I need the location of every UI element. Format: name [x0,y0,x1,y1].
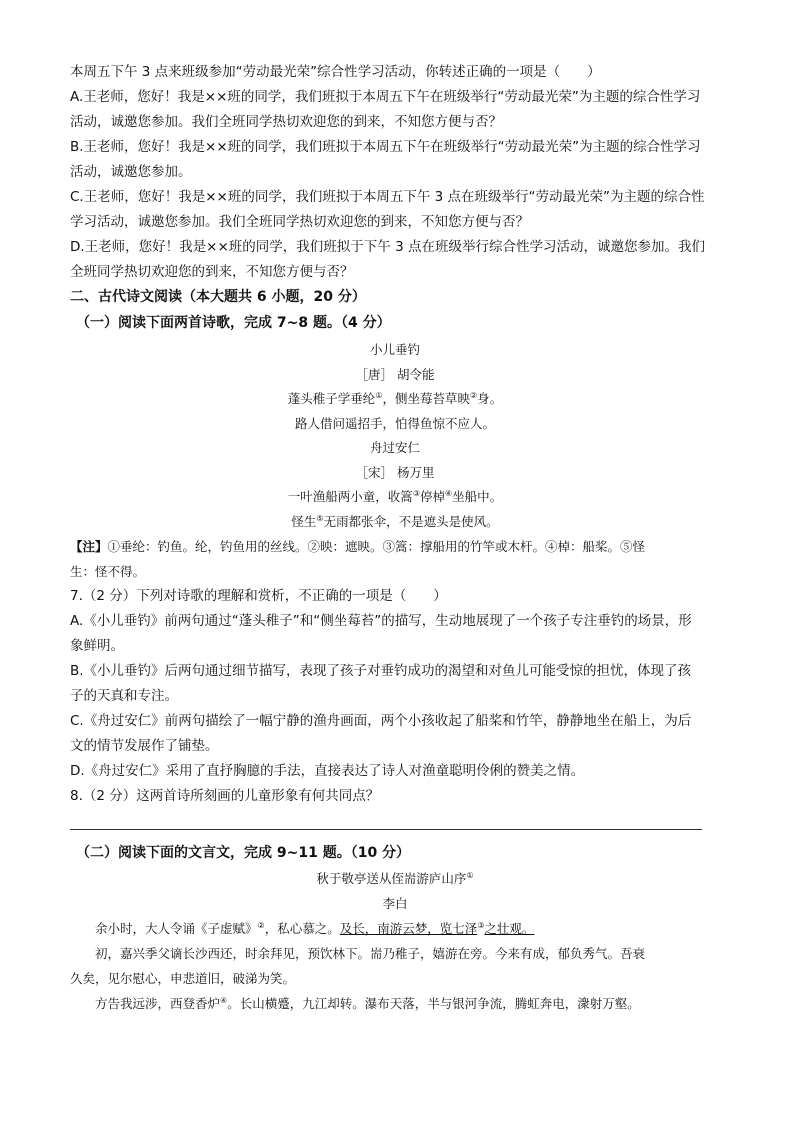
essay-footnote-marker-2: ② [257,920,265,930]
q6-option-b-line1: B.王老师，您好！我是××班的同学，我们班拟于本周五下午在班级举行“劳动最光荣”为主题的综合性学习 [70,139,701,155]
part-1-title: （一）阅读下面两首诗歌，完成 7~8 题。（4 分） [76,315,391,331]
notes-line-1 [70,534,720,559]
question-6 [70,60,720,285]
q6-option-c-line2: 学习活动，诚邀您参加。我们全班同学热切欢迎您的到来，不知您方便与否？ [70,214,529,230]
poem-2-line-1b: 停棹 [419,489,445,504]
q6-option-c-line1: C.王老师，您好！我是××班的同学，我们班拟于本周五下午 3 点在班级举行“劳动最光荣”为主题的综合性 [70,189,705,205]
q6-option-d-line2: 全班同学热切欢迎您的到来，不知您方便与否？ [70,264,354,280]
poem-1 [70,338,720,436]
essay-p3-text-a: 方告我远涉，西登香炉 [95,996,221,1011]
q7-option-d: D.《舟过安仁》采用了直抒胸臆的手法，直接表达了诗人对渔童聪明伶俐的赞美之情。 [70,763,585,779]
section-2-title: 二、古代诗文阅读（本大题共 6 小题，20 分） [70,289,366,305]
q6-stem: 本周五下午 3 点来班级参加“劳动最光荣”综合性学习活动，你转述正确的一项是（ ） [70,64,601,80]
poem-1-line-1b: ，侧坐莓苔草映 [382,391,470,406]
essay-p1-text-b: ，私心慕之。 [264,921,340,936]
footnote-marker-1: ① [375,390,383,400]
essay-p3-text-b: 。长山横蹙，九江却转。瀑布天落，半与银河争流，腾虹奔电，潨射万壑。 [227,996,640,1011]
essay-p1-text-a: 余小时，大人令诵《子虚赋》 [95,921,258,936]
poem-2-line-2b: 无雨都张伞，不是遮头是使风。 [323,513,499,529]
poem-notes [70,534,720,584]
q7-option-b-line2: 子的天真和专注。 [70,688,178,704]
poem-2-line-2a: 怪生 [291,513,317,529]
footnote-marker-2: ② [470,390,478,400]
part-2-title: （二）阅读下面的文言文，完成 9~11 题。（10 分） [76,845,411,861]
footnote-marker-4: ④ [445,488,453,498]
q6-option-d-line1: D.王老师，您好！我是××班的同学，我们班拟于下午 3 点在班级举行综合性学习活动，诚邀您参加。我们 [70,239,705,255]
q6-option-b-line2: 活动，诚邀您参加。 [70,164,192,180]
footnote-marker-5: ⑤ [316,513,324,523]
poem-2 [70,436,720,534]
essay-paragraph-1 [70,916,720,941]
q6-option-a-line2: 活动，诚邀您参加。我们全班同学热切欢迎您的到来，不知您方便与否？ [70,114,502,130]
essay-p1-underlined-a: 及长，南游云梦，览七泽 [339,921,478,936]
essay-footnote-marker-1: ① [466,870,474,880]
footnote-marker-3: ③ [412,488,420,498]
q7-option-a-line2: 象鲜明。 [70,638,124,654]
notes-text-1: ①垂纶：钓鱼。纶，钓鱼用的丝线。②映：遮映。③篙：撑船用的竹竿或木杆。④棹：船桨。⑤怪 [107,539,646,554]
q7-option-b-line1: B.《小儿垂钓》后两句通过细节描写，表现了孩子对垂钓成功的渴望和对鱼儿可能受惊的担忧，体现了孩 [70,663,692,679]
essay-paragraph-2-line1: 初，嘉兴季父谪长沙西还，时余拜见，预饮林下。耑乃稚子，嬉游在旁。今来有成，郁负秀气。吾衰 [95,946,646,961]
essay-footnote-marker-3: ③ [477,920,485,930]
poem-2-line-1c: 坐船中。 [452,489,503,504]
question-7 [70,584,720,784]
poem-1-title: 小儿垂钓 [369,342,420,357]
essay-paragraph-2-line2: 久矣，见尔慰心，申悲道旧，破涕为笑。 [70,971,296,986]
essay-p1-underlined-b: 之壮观。 [484,921,535,936]
poem-2-line-1 [70,485,720,510]
poem-2-line-2 [70,510,720,535]
essay-paragraph-3 [70,991,720,1016]
notes-line-2: 生：怪不得。 [70,564,146,579]
q7-stem: 7.（2 分）下列对诗歌的理解和赏析，不正确的一项是（ ） [70,588,447,604]
poem-2-author: ［宋］ 杨万里 [355,464,435,480]
essay-title-text: 秋于敬亭送从侄耑游庐山序 [316,871,467,886]
q6-option-a-line1: A.王老师，您好！我是××班的同学，我们班拟于本周五下午在班级举行“劳动最光荣”为主题的综合性学习 [70,89,701,105]
part-2 [70,840,720,1016]
q7-option-a-line1: A.《小儿垂钓》前两句通过“蓬头稚子”和“侧坐莓苔”的描写，生动地展现了一个孩子专注垂钓的场景，形 [70,613,692,629]
essay-author: 李白 [382,896,408,911]
essay-title [70,866,720,891]
poem-2-title: 舟过安仁 [369,440,420,455]
question-8 [70,784,720,830]
poem-1-line-1c: 身。 [477,391,503,406]
poem-1-line-1 [70,387,720,412]
notes-tag: 【注】 [70,539,108,554]
essay-footnote-marker-4: ④ [220,995,228,1005]
q8-stem: 8.（2 分）这两首诗所刻画的儿童形象有何共同点？ [70,788,380,804]
poem-1-line-2: 路人借问遥招手，怕得鱼惊不应人。 [294,415,495,431]
q7-option-c-line2: 文的情节发展作了铺垫。 [70,738,219,754]
exam-page [70,60,720,1016]
poem-1-author: ［唐］ 胡令能 [355,366,435,382]
answer-line[interactable] [70,829,702,830]
q7-option-c-line1: C.《舟过安仁》前两句描绘了一幅宁静的渔舟画面，两个小孩收起了船桨和竹竿，静静地坐在船上，为后 [70,713,692,729]
poem-2-line-1a: 一叶渔船两小童，收篙 [287,489,413,504]
poem-1-line-1a: 蓬头稚子学垂纶 [287,391,376,406]
